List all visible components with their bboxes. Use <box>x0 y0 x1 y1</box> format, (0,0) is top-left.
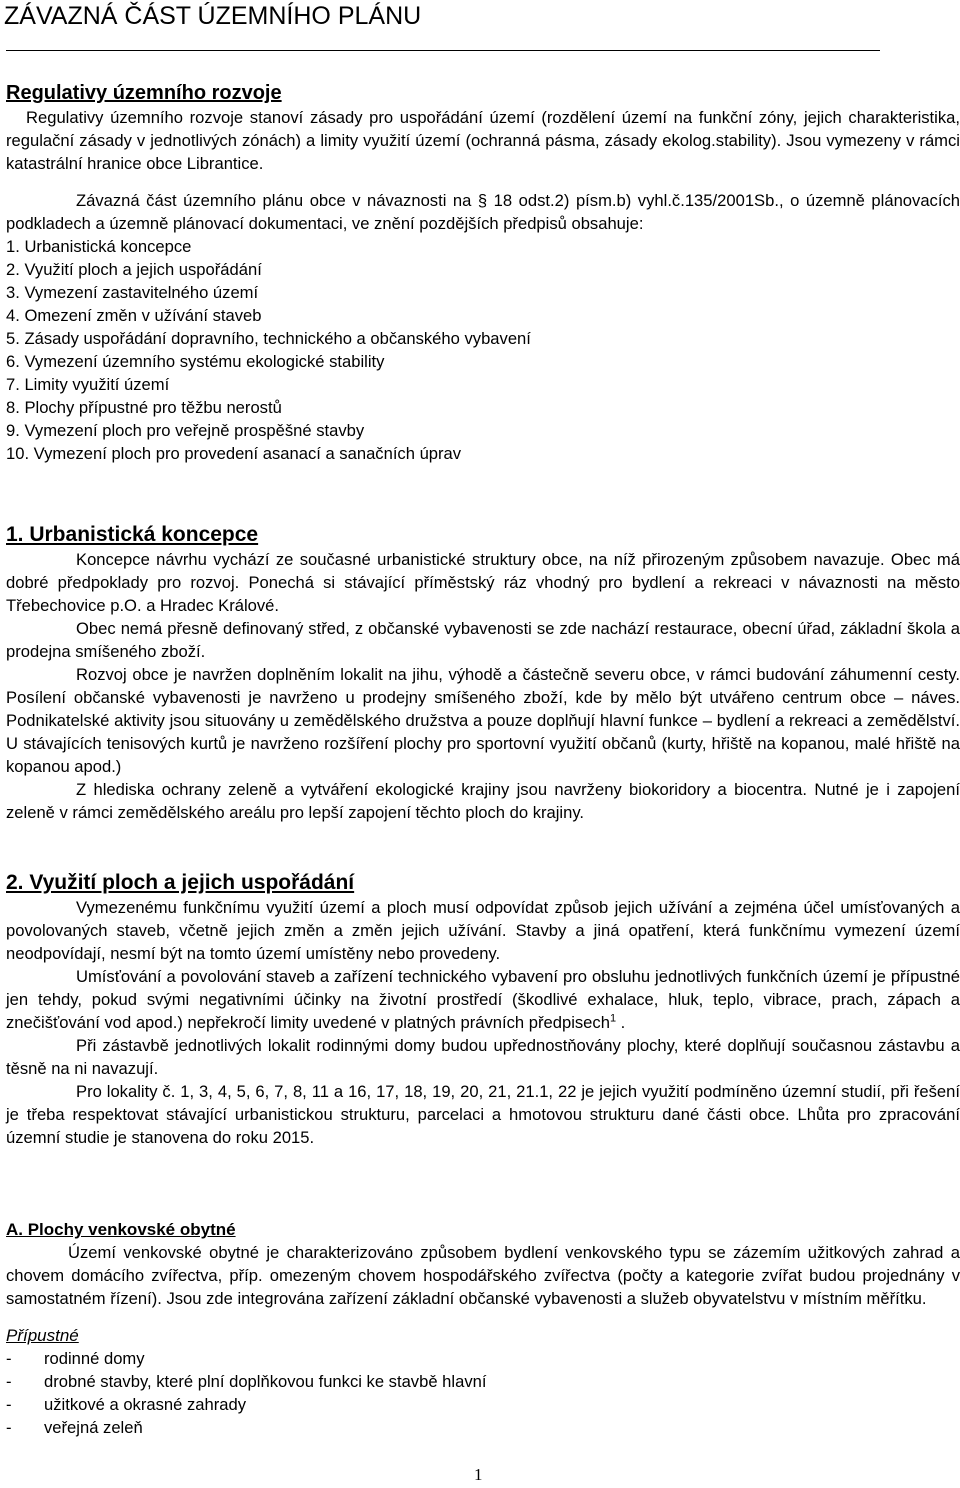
list-item: 2. Využití ploch a jejich uspořádání <box>6 260 262 279</box>
section-plochy-venkovske <box>6 1218 960 1439</box>
paragraph: Závazná část územního plánu obce v návaznosti na § 18 odst.2) písm.b) vyhl.č.135/2001Sb., o územně plánovacích podkladech a územně plánovací dokumentaci, ve znění pozdějších předpisů obsahuje: <box>6 191 960 233</box>
list-item: 4. Omezení změn v užívání staveb <box>6 306 262 325</box>
list-item: 1. Urbanistická koncepce <box>6 237 192 256</box>
list-item: 9. Vymezení ploch pro veřejně prospěšné stavby <box>6 421 365 440</box>
list-item: 3. Vymezení zastavitelného území <box>6 283 259 302</box>
section-urbanisticka-koncepce <box>6 522 960 824</box>
paragraph: Koncepce návrhu vychází ze současné urbanistické struktury obce, na níž přirozeným způsobem navazuje. Obec má dobré předpoklady pro rozvoj. Ponechá si stávající příměstský ráz vhodný pro bydlení a rekreaci v návaznosti na město Třebechovice p.O. a Hradec Králové. <box>6 550 960 615</box>
paragraph: Pro lokality č. 1, 3, 4, 5, 6, 7, 8, 11 a 16, 17, 18, 19, 20, 21, 21.1, 22 je jejich využití podmíněno územní studií, při řešení je třeba respektovat stávající urbanistickou strukturu, parcelaci a hmotovou strukturu dané části obce. Lhůta pro zpracování územní studie je stanovena do roku 2015. <box>6 1082 960 1147</box>
section-heading-a: A. Plochy venkovské obytné <box>6 1220 236 1239</box>
allowed-list <box>6 1347 960 1439</box>
list-item: 5. Zásady uspořádání dopravního, technického a občanského vybavení <box>6 329 531 348</box>
list-item: 10. Vymezení ploch pro provedení asanací a sanačních úprav <box>6 444 462 463</box>
list-item: 6. Vymezení územního systému ekologické stability <box>6 352 385 371</box>
section-vyuziti-ploch <box>6 870 960 1149</box>
list-item: 8. Plochy přípustné pro těžbu nerostů <box>6 398 282 417</box>
section-regulativy <box>6 80 960 465</box>
section-heading-1: 1. Urbanistická koncepce <box>6 523 259 546</box>
list-item: - rodinné domy <box>6 1349 145 1368</box>
document-title: ZÁVAZNÁ ČÁST ÚZEMNÍHO PLÁNU <box>4 2 422 30</box>
contents-list <box>6 235 960 465</box>
section-heading-2: 2. Využití ploch a jejich uspořádání <box>6 871 355 894</box>
paragraph: Umísťování a povolování staveb a zařízení technického vybavení pro obsluhu jednotlivých funkčních území je přípustné jen tehdy, pokud svými negativními účinky na životní prostředí (škodlivé exhalace, hluk, teplo, vibrace, prach, zápach a znečišťování vod apod.) nepřekročí limity uvedené v platných právních předpisech$^1$ . <box>6 967 960 1032</box>
paragraph: Z hlediska ochrany zeleně a vytváření ekologické krajiny jsou navrženy biokoridory a biocentra. Nutné je i zapojení zeleně v rámci zemědělského areálu pro lepší zapojení těchto ploch do krajiny. <box>6 780 960 822</box>
page-number: 1 <box>474 1465 483 1484</box>
paragraph: Vymezenému funkčnímu využití území a ploch musí odpovídat způsob jejich užívání a zejména účel umísťovaných a povolovaných staveb, včetně jejich změn a změn jejich užívání. Stavby a jiná opatření, která funkčnímu vymezení území neodpovídají, nesmí být na tomto území umístěny nebo provedeny. <box>6 898 960 963</box>
list-item: 7. Limity využití území <box>6 375 170 394</box>
paragraph: Při zástavbě jednotlivých lokalit rodinnými domy budou upřednostňovány plochy, které doplňují současnou zástavbu a těsně na ni navazují. <box>6 1036 960 1078</box>
paragraph: Území venkovské obytné je charakterizováno způsobem bydlení venkovského typu se zázemím užitkových zahrad a chovem domácího zvířectva, příp. omezeným chovem hospodářského zvířectva (počty a kategorie zvířat budou projednány v samostatném řízení). Jsou zde integrována zařízení základní občanské vybavenosti a služeb obyvatelstvu v místním měřítku. <box>6 1243 960 1308</box>
subheading-pripustne: Přípustné <box>6 1326 79 1345</box>
list-item: - veřejná zeleň <box>6 1418 143 1437</box>
paragraph: Regulativy územního rozvoje stanoví zásady pro uspořádání území (rozdělení území na funkční zóny, jejich charakteristika, regulační zásady v jednotlivých zónách) a limity využití území (ochranná pásma, zásady ekolog.stability). Jsou vymezeny v rámci katastrální hranice obce Librantice. <box>6 108 960 173</box>
paragraph: Obec nemá přesně definovaný střed, z občanské vybavenosti se zde nachází restaurace, obecní úřad, základní škola a prodejna smíšeného zboží. <box>6 619 960 661</box>
list-item: - užitkové a okrasné zahrady <box>6 1395 247 1414</box>
paragraph: Rozvoj obce je navržen doplněním lokalit na jihu, výhodě a částečně severu obce, v rámci budování záhumenní cesty. Posílení občanské vybavenosti je navrženo u prodejny smíšeného zboží, kde by mělo být utvářeno centrum obce – náves. Podnikatelské aktivity jsou situovány u zemědělského družstva a pouze doplňují hlavní funkce – bydlení a rekreaci a zemědělství. U stávajících tenisových kurtů je navrženo rozšíření plochy pro sportovní využití občanů (kurty, hřiště na kopanou, malé hřiště na kopanou apod.) <box>6 665 960 776</box>
title-underline <box>6 50 880 51</box>
list-item: - drobné stavby, které plní doplňkovou funkci ke stavbě hlavní <box>6 1372 487 1391</box>
section-heading-regulativy: Regulativy územního rozvoje <box>6 82 282 104</box>
footnote-marker: 1 <box>609 1012 617 1025</box>
